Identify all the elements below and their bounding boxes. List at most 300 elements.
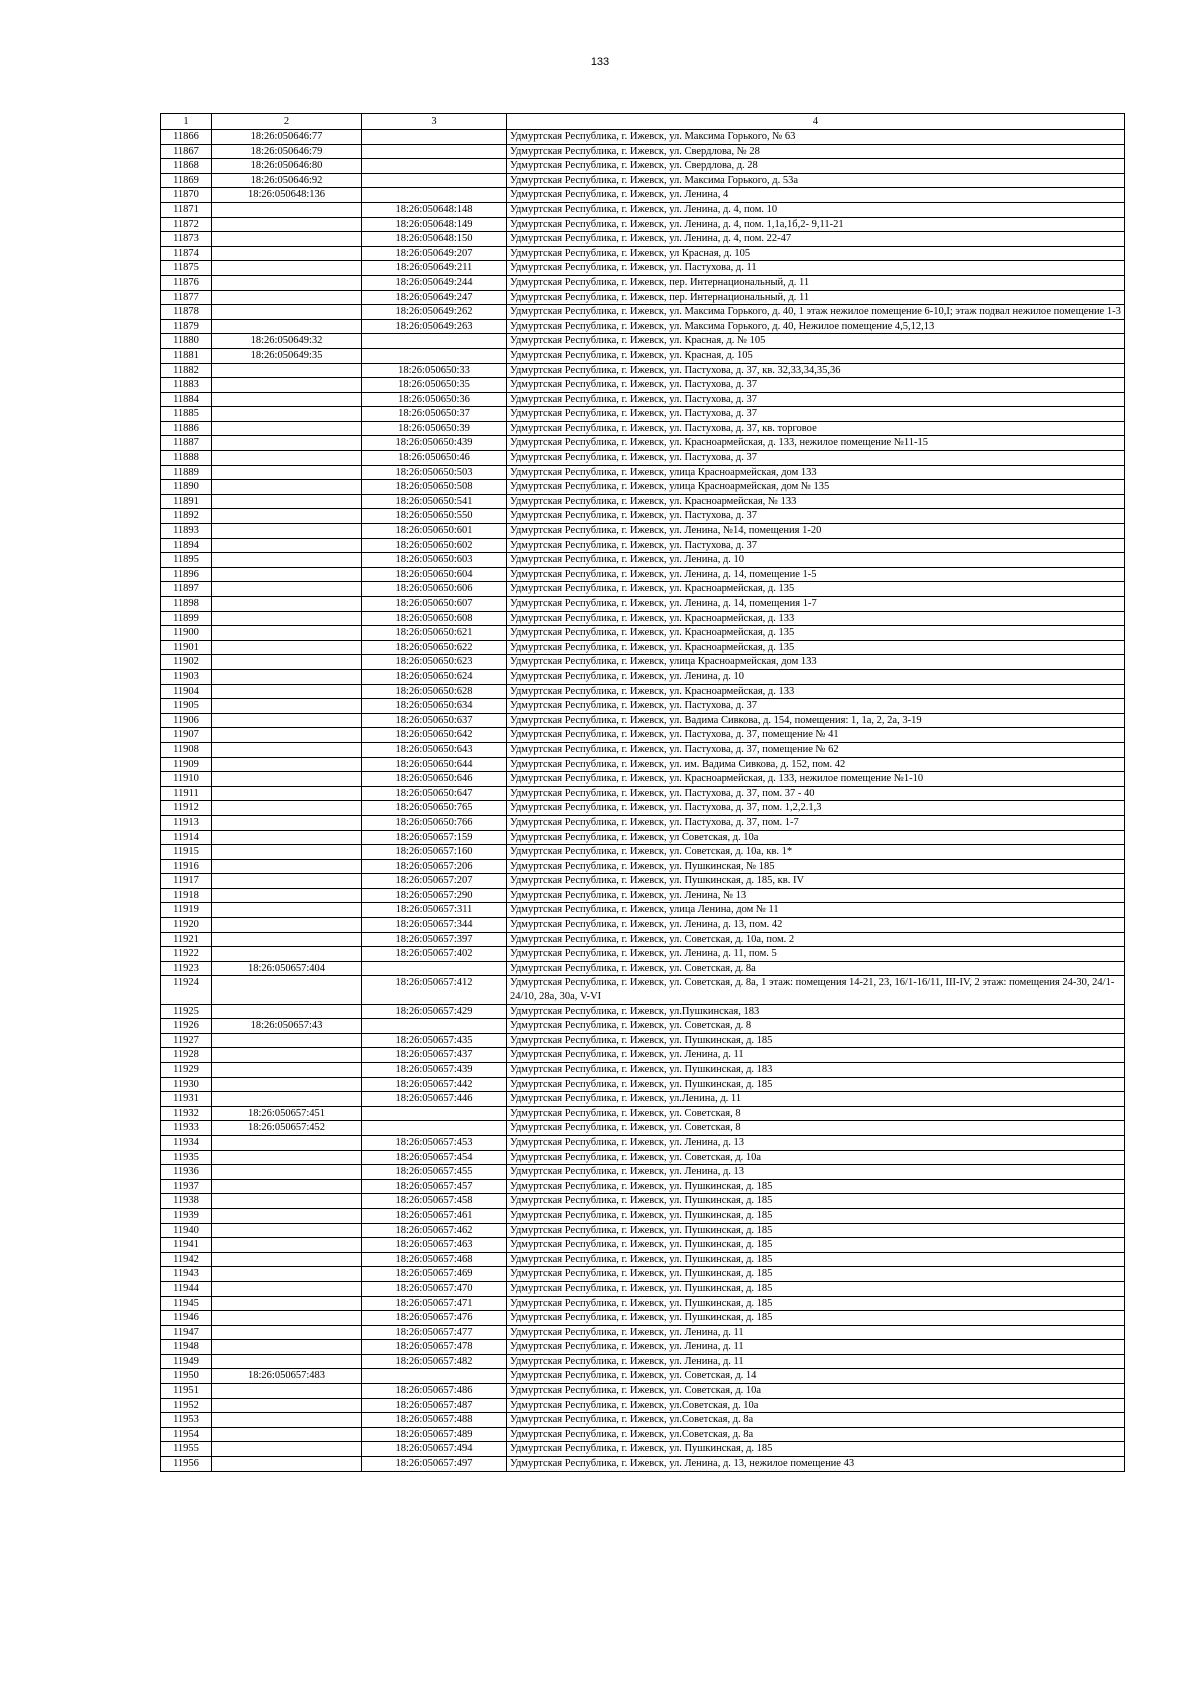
premise-cadastral-number-cell: 18:26:050650:644	[362, 757, 507, 772]
table-row	[161, 772, 1125, 787]
address-cell: Удмуртская Республика, г. Ижевск, ул.Советская, д. 8а	[507, 1427, 1125, 1442]
row-number-cell: 11888	[161, 451, 212, 466]
address-cell: Удмуртская Республика, г. Ижевск, ул.Пушкинская, 183	[507, 1004, 1125, 1019]
premise-cadastral-number-cell: 18:26:050657:482	[362, 1354, 507, 1369]
row-number-cell: 11953	[161, 1413, 212, 1428]
row-number-cell: 11909	[161, 757, 212, 772]
table-row	[161, 319, 1125, 334]
building-cadastral-number-cell	[212, 684, 362, 699]
table-row	[161, 567, 1125, 582]
row-number-cell: 11931	[161, 1092, 212, 1107]
premise-cadastral-number-cell: 18:26:050657:160	[362, 845, 507, 860]
building-cadastral-number-cell	[212, 1354, 362, 1369]
address-cell: Удмуртская Республика, г. Ижевск, ул. Пушкинская, д. 185	[507, 1267, 1125, 1282]
premise-cadastral-number-cell	[362, 173, 507, 188]
row-number-cell: 11901	[161, 640, 212, 655]
premise-cadastral-number-cell: 18:26:050649:207	[362, 246, 507, 261]
address-cell: Удмуртская Республика, г. Ижевск, ул. Пастухова, д. 37	[507, 538, 1125, 553]
row-number-cell: 11944	[161, 1281, 212, 1296]
premise-cadastral-number-cell: 18:26:050657:435	[362, 1033, 507, 1048]
building-cadastral-number-cell: 18:26:050648:136	[212, 188, 362, 203]
address-cell: Удмуртская Республика, г. Ижевск, ул. Ленина, д. 13, нежилое помещение 43	[507, 1457, 1125, 1472]
premise-cadastral-number-cell: 18:26:050657:497	[362, 1457, 507, 1472]
row-number-cell: 11870	[161, 188, 212, 203]
premise-cadastral-number-cell	[362, 348, 507, 363]
address-cell: Удмуртская Республика, г. Ижевск, ул. Пастухова, д. 37	[507, 451, 1125, 466]
building-cadastral-number-cell	[212, 786, 362, 801]
table-row	[161, 553, 1125, 568]
table-row	[161, 976, 1125, 1004]
row-number-cell: 11956	[161, 1457, 212, 1472]
row-number-cell: 11946	[161, 1311, 212, 1326]
table-row	[161, 845, 1125, 860]
table-row	[161, 786, 1125, 801]
building-cadastral-number-cell	[212, 742, 362, 757]
premise-cadastral-number-cell	[362, 1121, 507, 1136]
table-row	[161, 1252, 1125, 1267]
row-number-cell: 11871	[161, 202, 212, 217]
building-cadastral-number-cell	[212, 918, 362, 933]
premise-cadastral-number-cell: 18:26:050648:149	[362, 217, 507, 232]
address-cell: Удмуртская Республика, г. Ижевск, ул. Максима Горького, д. 40, Нежилое помещение 4,5,12,13	[507, 319, 1125, 334]
premise-cadastral-number-cell: 18:26:050657:461	[362, 1208, 507, 1223]
building-cadastral-number-cell	[212, 1150, 362, 1165]
premise-cadastral-number-cell: 18:26:050648:150	[362, 232, 507, 247]
building-cadastral-number-cell	[212, 699, 362, 714]
table-row	[161, 918, 1125, 933]
building-cadastral-number-cell	[212, 1252, 362, 1267]
row-number-cell: 11955	[161, 1442, 212, 1457]
address-cell: Удмуртская Республика, г. Ижевск, ул. Красноармейская, д. 135	[507, 582, 1125, 597]
row-number-cell: 11910	[161, 772, 212, 787]
address-cell: Удмуртская Республика, г. Ижевск, ул. им. Вадима Сивкова, д. 152, пом. 42	[507, 757, 1125, 772]
address-cell: Удмуртская Республика, г. Ижевск, ул. Пушкинская, д. 185	[507, 1252, 1125, 1267]
address-cell: Удмуртская Республика, г. Ижевск, ул. Ленина, № 13	[507, 888, 1125, 903]
row-number-cell: 11879	[161, 319, 212, 334]
premise-cadastral-number-cell: 18:26:050650:602	[362, 538, 507, 553]
table-row	[161, 1033, 1125, 1048]
premise-cadastral-number-cell: 18:26:050650:39	[362, 421, 507, 436]
address-cell: Удмуртская Республика, г. Ижевск, ул. Пастухова, д. 37, пом. 1,2,2.1,3	[507, 801, 1125, 816]
table-row	[161, 684, 1125, 699]
building-cadastral-number-cell: 18:26:050657:452	[212, 1121, 362, 1136]
premise-cadastral-number-cell: 18:26:050650:503	[362, 465, 507, 480]
table-row	[161, 1077, 1125, 1092]
premise-cadastral-number-cell: 18:26:050657:437	[362, 1048, 507, 1063]
row-number-cell: 11912	[161, 801, 212, 816]
premise-cadastral-number-cell	[362, 188, 507, 203]
row-number-cell: 11906	[161, 713, 212, 728]
address-cell: Удмуртская Республика, г. Ижевск, ул. Красноармейская, д. 133, нежилое помещение №1-10	[507, 772, 1125, 787]
table-row	[161, 1340, 1125, 1355]
row-number-cell: 11923	[161, 961, 212, 976]
table-row	[161, 202, 1125, 217]
row-number-cell: 11928	[161, 1048, 212, 1063]
row-number-cell: 11924	[161, 976, 212, 1004]
premise-cadastral-number-cell: 18:26:050657:476	[362, 1311, 507, 1326]
premise-cadastral-number-cell: 18:26:050650:439	[362, 436, 507, 451]
table-row	[161, 669, 1125, 684]
premise-cadastral-number-cell: 18:26:050657:412	[362, 976, 507, 1004]
row-number-cell: 11907	[161, 728, 212, 743]
table-row	[161, 217, 1125, 232]
premise-cadastral-number-cell: 18:26:050657:455	[362, 1165, 507, 1180]
premise-cadastral-number-cell	[362, 144, 507, 159]
table-row	[161, 1135, 1125, 1150]
row-number-cell: 11920	[161, 918, 212, 933]
building-cadastral-number-cell	[212, 903, 362, 918]
address-cell: Удмуртская Республика, г. Ижевск, улица Красноармейская, дом 133	[507, 655, 1125, 670]
premise-cadastral-number-cell: 18:26:050650:608	[362, 611, 507, 626]
building-cadastral-number-cell	[212, 728, 362, 743]
address-cell: Удмуртская Республика, г. Ижевск, ул. Ленина, д. 11	[507, 1325, 1125, 1340]
premise-cadastral-number-cell: 18:26:050657:402	[362, 947, 507, 962]
premise-cadastral-number-cell: 18:26:050657:458	[362, 1194, 507, 1209]
row-number-cell: 11893	[161, 524, 212, 539]
building-cadastral-number-cell	[212, 1340, 362, 1355]
building-cadastral-number-cell	[212, 1325, 362, 1340]
premise-cadastral-number-cell: 18:26:050650:642	[362, 728, 507, 743]
table-row	[161, 1398, 1125, 1413]
table-row	[161, 713, 1125, 728]
premise-cadastral-number-cell: 18:26:050657:477	[362, 1325, 507, 1340]
building-cadastral-number-cell: 18:26:050649:35	[212, 348, 362, 363]
row-number-cell: 11885	[161, 407, 212, 422]
address-cell: Удмуртская Республика, г. Ижевск, ул. Пушкинская, д. 185, кв. IV	[507, 874, 1125, 889]
building-cadastral-number-cell	[212, 859, 362, 874]
row-number-cell: 11916	[161, 859, 212, 874]
building-cadastral-number-cell	[212, 1208, 362, 1223]
table-row	[161, 815, 1125, 830]
table-header-row	[161, 114, 1125, 130]
premise-cadastral-number-cell: 18:26:050657:487	[362, 1398, 507, 1413]
table-row	[161, 859, 1125, 874]
building-cadastral-number-cell	[212, 392, 362, 407]
row-number-cell: 11911	[161, 786, 212, 801]
table-row	[161, 436, 1125, 451]
building-cadastral-number-cell	[212, 772, 362, 787]
row-number-cell: 11918	[161, 888, 212, 903]
table-row	[161, 1384, 1125, 1399]
building-cadastral-number-cell	[212, 1048, 362, 1063]
table-row	[161, 1369, 1125, 1384]
address-cell: Удмуртская Республика, г. Ижевск, ул. Советская, 8	[507, 1106, 1125, 1121]
building-cadastral-number-cell: 18:26:050657:451	[212, 1106, 362, 1121]
building-cadastral-number-cell	[212, 1311, 362, 1326]
row-number-cell: 11891	[161, 494, 212, 509]
table-row	[161, 611, 1125, 626]
address-cell: Удмуртская Республика, г. Ижевск, ул. Ленина, д. 13	[507, 1135, 1125, 1150]
premise-cadastral-number-cell: 18:26:050650:766	[362, 815, 507, 830]
building-cadastral-number-cell	[212, 1384, 362, 1399]
row-number-cell: 11937	[161, 1179, 212, 1194]
table-row	[161, 801, 1125, 816]
row-number-cell: 11877	[161, 290, 212, 305]
row-number-cell: 11889	[161, 465, 212, 480]
building-cadastral-number-cell: 18:26:050657:404	[212, 961, 362, 976]
address-cell: Удмуртская Республика, г. Ижевск, ул. Красноармейская, № 133	[507, 494, 1125, 509]
premise-cadastral-number-cell: 18:26:050657:439	[362, 1063, 507, 1078]
table-row	[161, 597, 1125, 612]
address-cell: Удмуртская Республика, г. Ижевск, ул. Максима Горького, д. 40, 1 этаж нежилое помещение 6-10,I; этаж подвал нежилое помещение 1-3	[507, 305, 1125, 320]
building-cadastral-number-cell	[212, 407, 362, 422]
row-number-cell: 11940	[161, 1223, 212, 1238]
table-row	[161, 392, 1125, 407]
row-number-cell: 11925	[161, 1004, 212, 1019]
premise-cadastral-number-cell: 18:26:050650:33	[362, 363, 507, 378]
address-cell: Удмуртская Республика, г. Ижевск, ул. Ленина, №14, помещения 1-20	[507, 524, 1125, 539]
table-row	[161, 888, 1125, 903]
row-number-cell: 11951	[161, 1384, 212, 1399]
table-row	[161, 728, 1125, 743]
row-number-cell: 11936	[161, 1165, 212, 1180]
table-row	[161, 1296, 1125, 1311]
row-number-cell: 11947	[161, 1325, 212, 1340]
table-row	[161, 903, 1125, 918]
row-number-cell: 11913	[161, 815, 212, 830]
address-cell: Удмуртская Республика, г. Ижевск, ул. Пастухова, д. 37	[507, 378, 1125, 393]
row-number-cell: 11881	[161, 348, 212, 363]
building-cadastral-number-cell	[212, 976, 362, 1004]
premise-cadastral-number-cell: 18:26:050648:148	[362, 202, 507, 217]
premise-cadastral-number-cell: 18:26:050657:454	[362, 1150, 507, 1165]
table-row	[161, 1179, 1125, 1194]
row-number-cell: 11874	[161, 246, 212, 261]
table-row	[161, 1106, 1125, 1121]
row-number-cell: 11897	[161, 582, 212, 597]
address-cell: Удмуртская Республика, г. Ижевск, ул. Пастухова, д. 37, кв. 32,33,34,35,36	[507, 363, 1125, 378]
row-number-cell: 11954	[161, 1427, 212, 1442]
row-number-cell: 11868	[161, 159, 212, 174]
premise-cadastral-number-cell: 18:26:050657:468	[362, 1252, 507, 1267]
table-row	[161, 947, 1125, 962]
page-number: 133	[590, 56, 610, 68]
building-cadastral-number-cell	[212, 538, 362, 553]
row-number-cell: 11933	[161, 1121, 212, 1136]
table-row	[161, 246, 1125, 261]
building-cadastral-number-cell	[212, 553, 362, 568]
row-number-cell: 11952	[161, 1398, 212, 1413]
row-number-cell: 11896	[161, 567, 212, 582]
premise-cadastral-number-cell: 18:26:050650:643	[362, 742, 507, 757]
building-cadastral-number-cell	[212, 640, 362, 655]
premise-cadastral-number-cell: 18:26:050657:446	[362, 1092, 507, 1107]
building-cadastral-number-cell	[212, 480, 362, 495]
address-cell: Удмуртская Республика, г. Ижевск, ул. Пушкинская, д. 183	[507, 1063, 1125, 1078]
premise-cadastral-number-cell: 18:26:050657:457	[362, 1179, 507, 1194]
premise-cadastral-number-cell: 18:26:050650:603	[362, 553, 507, 568]
building-cadastral-number-cell	[212, 888, 362, 903]
premise-cadastral-number-cell: 18:26:050649:263	[362, 319, 507, 334]
building-cadastral-number-cell	[212, 801, 362, 816]
table-row	[161, 188, 1125, 203]
table-row	[161, 421, 1125, 436]
row-number-cell: 11922	[161, 947, 212, 962]
premise-cadastral-number-cell: 18:26:050657:311	[362, 903, 507, 918]
table-row	[161, 1150, 1125, 1165]
premise-cadastral-number-cell: 18:26:050657:206	[362, 859, 507, 874]
address-cell: Удмуртская Республика, г. Ижевск, ул. Советская, д. 8а	[507, 961, 1125, 976]
address-cell: Удмуртская Республика, г. Ижевск, ул. Пушкинская, д. 185	[507, 1238, 1125, 1253]
table-row	[161, 232, 1125, 247]
property-registry-table	[160, 113, 1125, 1472]
table-row	[161, 1311, 1125, 1326]
table-row	[161, 1048, 1125, 1063]
row-number-cell: 11917	[161, 874, 212, 889]
address-cell: Удмуртская Республика, г. Ижевск, ул Красная, д. 105	[507, 246, 1125, 261]
table-row	[161, 1063, 1125, 1078]
row-number-cell: 11892	[161, 509, 212, 524]
premise-cadastral-number-cell	[362, 961, 507, 976]
row-number-cell: 11934	[161, 1135, 212, 1150]
row-number-cell: 11945	[161, 1296, 212, 1311]
table-row	[161, 1223, 1125, 1238]
building-cadastral-number-cell	[212, 932, 362, 947]
row-number-cell: 11949	[161, 1354, 212, 1369]
row-number-cell: 11867	[161, 144, 212, 159]
table-row	[161, 1442, 1125, 1457]
table-row	[161, 961, 1125, 976]
building-cadastral-number-cell	[212, 1179, 362, 1194]
address-cell: Удмуртская Республика, г. Ижевск, ул. Советская, д. 10а, кв. 1*	[507, 845, 1125, 860]
building-cadastral-number-cell: 18:26:050646:80	[212, 159, 362, 174]
table-row	[161, 334, 1125, 349]
row-number-cell: 11939	[161, 1208, 212, 1223]
row-number-cell: 11890	[161, 480, 212, 495]
address-cell: Удмуртская Республика, г. Ижевск, ул. Ленина, д. 11	[507, 1340, 1125, 1355]
row-number-cell: 11882	[161, 363, 212, 378]
building-cadastral-number-cell	[212, 305, 362, 320]
building-cadastral-number-cell	[212, 655, 362, 670]
building-cadastral-number-cell	[212, 378, 362, 393]
premise-cadastral-number-cell: 18:26:050657:159	[362, 830, 507, 845]
building-cadastral-number-cell	[212, 815, 362, 830]
row-number-cell: 11926	[161, 1019, 212, 1034]
address-cell: Удмуртская Республика, г. Ижевск, ул. Советская, д. 10а	[507, 1150, 1125, 1165]
row-number-cell: 11869	[161, 173, 212, 188]
row-number-cell: 11930	[161, 1077, 212, 1092]
table-row	[161, 305, 1125, 320]
row-number-cell: 11872	[161, 217, 212, 232]
building-cadastral-number-cell: 18:26:050646:77	[212, 130, 362, 145]
address-cell: Удмуртская Республика, г. Ижевск, ул. Пушкинская, № 185	[507, 859, 1125, 874]
premise-cadastral-number-cell: 18:26:050650:607	[362, 597, 507, 612]
table-row	[161, 261, 1125, 276]
building-cadastral-number-cell	[212, 232, 362, 247]
premise-cadastral-number-cell: 18:26:050650:621	[362, 626, 507, 641]
table-row	[161, 582, 1125, 597]
address-cell: Удмуртская Республика, г. Ижевск, ул. Советская, д. 8а, 1 этаж: помещения 14-21, 23, 16/1-16/11, III-IV, 2 этаж: помещения 24-30, 24/1-24/10, 28а, 30а, V-VI	[507, 976, 1125, 1004]
premise-cadastral-number-cell: 18:26:050650:36	[362, 392, 507, 407]
building-cadastral-number-cell	[212, 874, 362, 889]
building-cadastral-number-cell	[212, 1063, 362, 1078]
premise-cadastral-number-cell: 18:26:050657:470	[362, 1281, 507, 1296]
address-cell: Удмуртская Республика, г. Ижевск, ул. Максима Горького, д. 53а	[507, 173, 1125, 188]
row-number-cell: 11895	[161, 553, 212, 568]
address-cell: Удмуртская Республика, г. Ижевск, ул. Красноармейская, д. 133	[507, 684, 1125, 699]
building-cadastral-number-cell	[212, 1281, 362, 1296]
building-cadastral-number-cell	[212, 1427, 362, 1442]
address-cell: Удмуртская Республика, г. Ижевск, пер. Интернациональный, д. 11	[507, 275, 1125, 290]
address-cell: Удмуртская Республика, г. Ижевск, ул. Пушкинская, д. 185	[507, 1179, 1125, 1194]
address-cell: Удмуртская Республика, г. Ижевск, ул. Красноармейская, д. 135	[507, 640, 1125, 655]
address-cell: Удмуртская Республика, г. Ижевск, ул. Пастухова, д. 37	[507, 699, 1125, 714]
premise-cadastral-number-cell: 18:26:050650:634	[362, 699, 507, 714]
column-header-1: 1	[161, 114, 212, 130]
table-row	[161, 1238, 1125, 1253]
premise-cadastral-number-cell: 18:26:050657:429	[362, 1004, 507, 1019]
row-number-cell: 11948	[161, 1340, 212, 1355]
table-row	[161, 655, 1125, 670]
building-cadastral-number-cell	[212, 246, 362, 261]
premise-cadastral-number-cell: 18:26:050650:623	[362, 655, 507, 670]
table-row	[161, 1194, 1125, 1209]
building-cadastral-number-cell	[212, 1413, 362, 1428]
premise-cadastral-number-cell: 18:26:050657:471	[362, 1296, 507, 1311]
building-cadastral-number-cell	[212, 436, 362, 451]
address-cell: Удмуртская Республика, г. Ижевск, ул.Ленина, д. 11	[507, 1092, 1125, 1107]
address-cell: Удмуртская Республика, г. Ижевск, ул. Ленина, 4	[507, 188, 1125, 203]
table-row	[161, 494, 1125, 509]
table-row	[161, 1208, 1125, 1223]
table-row	[161, 524, 1125, 539]
row-number-cell: 11894	[161, 538, 212, 553]
table-row	[161, 830, 1125, 845]
table-row	[161, 348, 1125, 363]
address-cell: Удмуртская Республика, г. Ижевск, ул. Красная, д. 105	[507, 348, 1125, 363]
address-cell: Удмуртская Республика, г. Ижевск, ул. Вадима Сивкова, д. 154, помещения: 1, 1а, 2, 2а, 3-19	[507, 713, 1125, 728]
address-cell: Удмуртская Республика, г. Ижевск, ул. Пастухова, д. 37, помещение № 41	[507, 728, 1125, 743]
premise-cadastral-number-cell: 18:26:050650:541	[362, 494, 507, 509]
address-cell: Удмуртская Республика, г. Ижевск, ул. Ленина, д. 11	[507, 1354, 1125, 1369]
premise-cadastral-number-cell: 18:26:050657:486	[362, 1384, 507, 1399]
table-row	[161, 1427, 1125, 1442]
table-row	[161, 1457, 1125, 1472]
address-cell: Удмуртская Республика, г. Ижевск, ул.Советская, д. 10а	[507, 1398, 1125, 1413]
address-cell: Удмуртская Республика, г. Ижевск, ул. Красноармейская, д. 135	[507, 626, 1125, 641]
row-number-cell: 11919	[161, 903, 212, 918]
row-number-cell: 11935	[161, 1150, 212, 1165]
column-header-2: 2	[212, 114, 362, 130]
address-cell: Удмуртская Республика, г. Ижевск, ул. Пушкинская, д. 185	[507, 1281, 1125, 1296]
building-cadastral-number-cell	[212, 1033, 362, 1048]
table-row	[161, 465, 1125, 480]
row-number-cell: 11914	[161, 830, 212, 845]
address-cell: Удмуртская Республика, г. Ижевск, ул. Пастухова, д. 37	[507, 509, 1125, 524]
table-row	[161, 159, 1125, 174]
premise-cadastral-number-cell: 18:26:050657:494	[362, 1442, 507, 1457]
address-cell: Удмуртская Республика, г. Ижевск, ул. Пушкинская, д. 185	[507, 1296, 1125, 1311]
premise-cadastral-number-cell: 18:26:050650:646	[362, 772, 507, 787]
address-cell: Удмуртская Республика, г. Ижевск, ул Советская, д. 10а	[507, 830, 1125, 845]
address-cell: Удмуртская Республика, г. Ижевск, ул. Ленина, д. 14, помещения 1-7	[507, 597, 1125, 612]
building-cadastral-number-cell	[212, 1194, 362, 1209]
row-number-cell: 11941	[161, 1238, 212, 1253]
premise-cadastral-number-cell: 18:26:050650:622	[362, 640, 507, 655]
row-number-cell: 11950	[161, 1369, 212, 1384]
address-cell: Удмуртская Республика, г. Ижевск, ул. Ленина, д. 4, пом. 10	[507, 202, 1125, 217]
address-cell: Удмуртская Республика, г. Ижевск, ул. Ленина, д. 10	[507, 553, 1125, 568]
row-number-cell: 11905	[161, 699, 212, 714]
address-cell: Удмуртская Республика, г. Ижевск, ул. Ленина, д. 4, пом. 22-47	[507, 232, 1125, 247]
building-cadastral-number-cell: 18:26:050646:79	[212, 144, 362, 159]
premise-cadastral-number-cell: 18:26:050657:344	[362, 918, 507, 933]
row-number-cell: 11938	[161, 1194, 212, 1209]
table-row	[161, 742, 1125, 757]
table-row	[161, 509, 1125, 524]
row-number-cell: 11880	[161, 334, 212, 349]
table-row	[161, 378, 1125, 393]
